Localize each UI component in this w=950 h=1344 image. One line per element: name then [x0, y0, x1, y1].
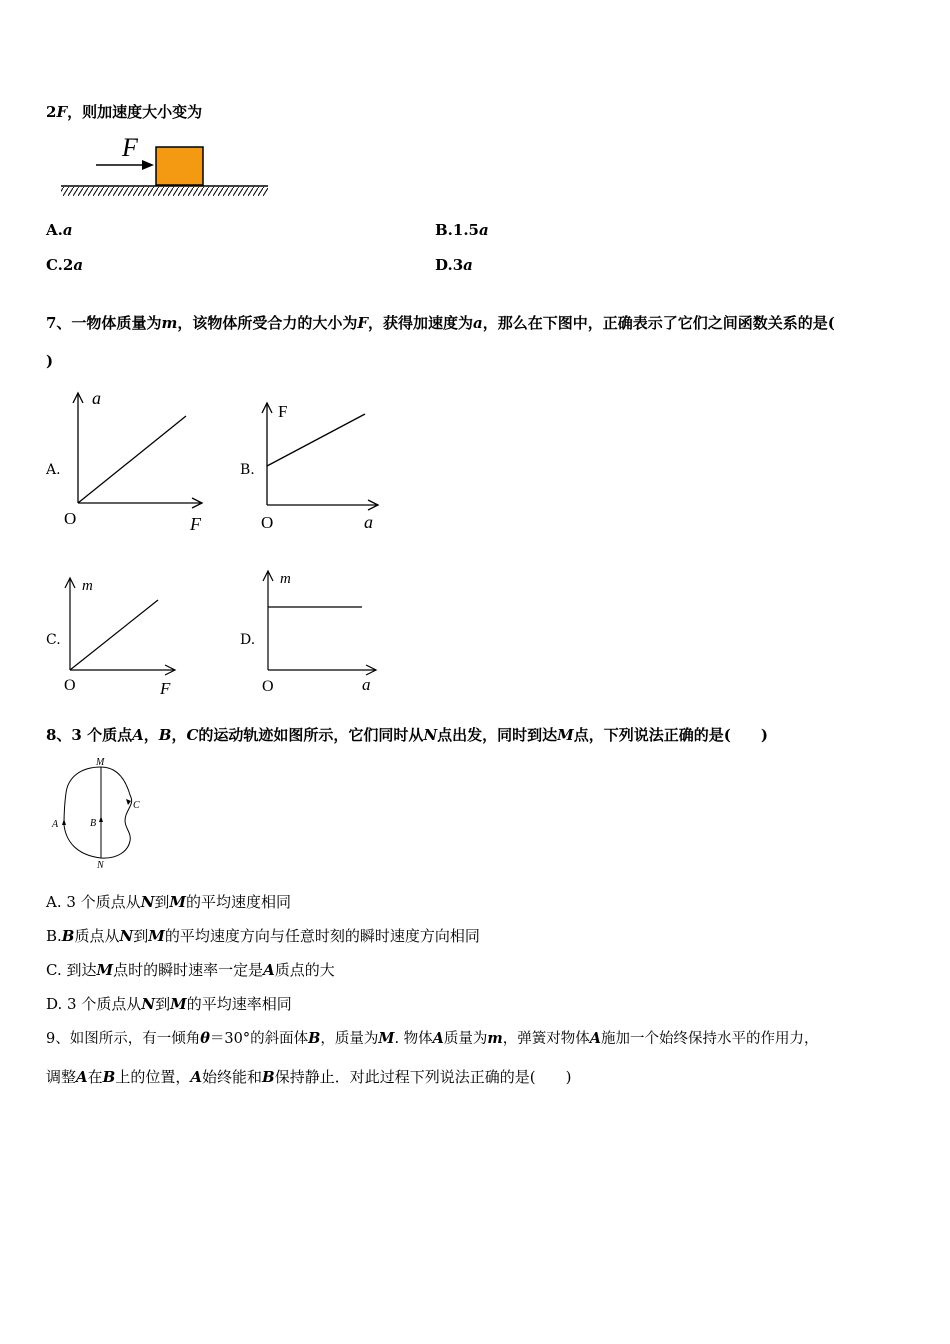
q8-d-text-2: 到	[155, 995, 171, 1013]
q9-l2-text-1: 调整	[46, 1068, 77, 1086]
origin-label: O	[261, 513, 274, 532]
q9-text-5: 质量为	[443, 1031, 488, 1047]
q7-var-a: a	[473, 314, 483, 332]
q9-text-4: . 物体	[394, 1031, 433, 1047]
q9-l2-text-2: 在	[87, 1068, 103, 1086]
graph-line	[267, 414, 365, 466]
q8-b-prefix: B.	[46, 927, 62, 945]
q8-c-text-3: 质点的大	[274, 961, 335, 979]
b-arrow	[99, 816, 103, 822]
graph-line	[70, 600, 158, 670]
q7-text-2: ，该物体所受合力的大小为	[177, 314, 358, 332]
q8-trajectory-figure	[46, 755, 156, 873]
origin-label: O	[64, 509, 77, 528]
q9-text-1: 9、如图所示，有一倾角	[46, 1031, 201, 1047]
q9-text-3: ，质量为	[320, 1031, 379, 1047]
q8-var-N: N	[423, 726, 438, 744]
q6-option-a	[46, 220, 73, 240]
q9-l2-text-3: 上的位置，	[115, 1068, 191, 1086]
q7-graph-c-option: C.	[46, 632, 61, 648]
q8-var-C: C	[186, 726, 199, 744]
q6-option-c	[46, 255, 83, 275]
q8-b-var-M: M	[148, 927, 165, 945]
a-arrow	[62, 819, 66, 825]
x-axis-label: a	[362, 675, 371, 694]
q8-text-1: 8、3 个质点	[46, 726, 133, 744]
origin-label: O	[64, 677, 76, 694]
label-A: A	[52, 819, 59, 830]
q6-force-figure	[58, 132, 272, 202]
q6-option-d-value: a	[463, 256, 473, 274]
q9-text-6: ，弹簧对物体	[502, 1031, 590, 1047]
origin-label: O	[262, 678, 274, 695]
q6-option-d	[435, 255, 473, 275]
q8-a-var-M: M	[169, 893, 187, 911]
q9-var-A: A	[432, 1030, 444, 1047]
block	[156, 147, 203, 185]
q8-text-2: 的运动轨迹如图所示，它们同时从	[198, 726, 424, 744]
q9-var-B: B	[308, 1030, 321, 1047]
q8-var-B: B	[158, 726, 172, 744]
x-axis-label: F	[160, 679, 171, 698]
q7-close-paren: )	[46, 352, 54, 370]
y-axis-label: F	[278, 402, 288, 421]
q9-l2-var-B: B	[102, 1068, 116, 1086]
q8-comma-1: ，	[143, 726, 159, 744]
q6-option-b-label: B.1.5	[435, 221, 479, 239]
q6-question-tail	[46, 102, 202, 122]
q8-d-text-1: D. 3 个质点从	[46, 995, 142, 1013]
q6-option-c-value: a	[73, 256, 84, 274]
ground-hatching	[61, 187, 268, 196]
q8-text-4: 点，下列说法正确的是( )	[573, 726, 768, 744]
q9-l2-var-A: A	[76, 1068, 88, 1086]
y-axis-label: m	[280, 571, 291, 587]
q7-question	[46, 313, 835, 333]
q8-c-var-M: M	[96, 961, 114, 979]
q7-graph-a	[58, 385, 218, 535]
q8-text-3: 点出发，同时到达	[437, 726, 558, 744]
q6-option-a-value: a	[62, 221, 73, 239]
q7-text-4: ，那么在下图中，正确表示了它们之间函数关系的是(	[482, 314, 835, 332]
q7-graph-d-option: D.	[240, 632, 256, 648]
q9-var-theta: θ	[200, 1030, 210, 1047]
q9-l2-var-B-2: B	[262, 1068, 275, 1086]
q9-var-M: M	[378, 1030, 395, 1047]
q8-c-text-1: C. 到达	[46, 961, 97, 979]
label-N: N	[97, 860, 104, 871]
label-C: C	[133, 800, 140, 811]
q6-option-a-label: A.	[46, 221, 63, 239]
q7-var-m: m	[161, 314, 178, 332]
y-axis-label: a	[92, 388, 101, 408]
q7-graph-b	[250, 395, 390, 535]
q8-question	[46, 725, 768, 745]
q8-d-var-M: M	[170, 995, 187, 1013]
q8-b-var-B: B	[61, 927, 75, 945]
q8-var-A: A	[132, 726, 144, 744]
q9-text-7: 施加一个始终保持水平的作用力，	[601, 1031, 819, 1047]
graph-line	[78, 416, 186, 503]
q6-tail-text: ，则加速度大小变为	[67, 103, 203, 121]
label-B: B	[90, 818, 97, 829]
q7-graph-a-option: A.	[46, 462, 61, 478]
q8-b-text-1: 质点从	[74, 927, 120, 945]
q6-option-c-label: C.2	[46, 256, 74, 274]
q8-option-c	[46, 960, 335, 980]
q8-var-M: M	[557, 726, 574, 744]
q8-a-var-N: N	[140, 893, 155, 911]
q7-text-3: ，获得加速度为	[368, 314, 474, 332]
q8-a-text-3: 的平均速度相同	[186, 893, 292, 911]
q6-option-b-value: a	[479, 221, 489, 239]
trajectory-loop	[64, 767, 132, 858]
q7-graph-b-option: B.	[240, 462, 255, 478]
q8-option-b	[46, 926, 480, 946]
y-axis-label: m	[82, 578, 93, 594]
q8-option-a	[46, 892, 291, 912]
force-arrowhead	[142, 160, 154, 170]
c-arrow	[126, 799, 131, 805]
q7-graph-d	[256, 565, 386, 700]
q9-question-line-2	[46, 1067, 571, 1087]
q8-c-var-A: A	[263, 961, 275, 979]
q8-b-var-N: N	[119, 927, 134, 945]
q6-num: 2	[46, 103, 57, 121]
q8-comma-2: ，	[171, 726, 187, 744]
q7-graph-c	[58, 572, 188, 702]
q9-question-line-1	[46, 1029, 819, 1049]
q6-option-b	[435, 220, 489, 240]
q6-force-var: F	[56, 103, 68, 121]
label-M: M	[96, 757, 105, 768]
q7-text-1: 7、一物体质量为	[46, 314, 162, 332]
q9-var-m: m	[487, 1030, 503, 1047]
q8-d-text-3: 的平均速率相同	[186, 995, 292, 1013]
q6-option-d-label: D.3	[435, 256, 464, 274]
x-axis-label: F	[190, 514, 201, 534]
x-axis-label: a	[364, 512, 373, 532]
q8-a-text-2: 到	[154, 893, 170, 911]
q8-a-text-1: A. 3 个质点从	[46, 893, 141, 911]
q9-var-A-2: A	[589, 1030, 602, 1047]
q9-l2-text-5: 保持静止．对此过程下列说法正确的是( )	[274, 1068, 572, 1086]
q8-b-text-2: 到	[133, 927, 149, 945]
q9-l2-text-4: 始终能和	[202, 1068, 263, 1086]
q9-text-2: ＝30°的斜面体	[209, 1031, 309, 1047]
q8-c-text-2: 点时的瞬时速率一定是	[113, 961, 264, 979]
q9-l2-var-A-2: A	[190, 1068, 203, 1086]
q8-option-d	[46, 994, 292, 1014]
q7-var-F: F	[357, 314, 368, 332]
force-label: F	[122, 133, 138, 162]
q8-d-var-N: N	[141, 995, 156, 1013]
q8-b-text-3: 的平均速度方向与任意时刻的瞬时速度方向相同	[164, 927, 480, 945]
